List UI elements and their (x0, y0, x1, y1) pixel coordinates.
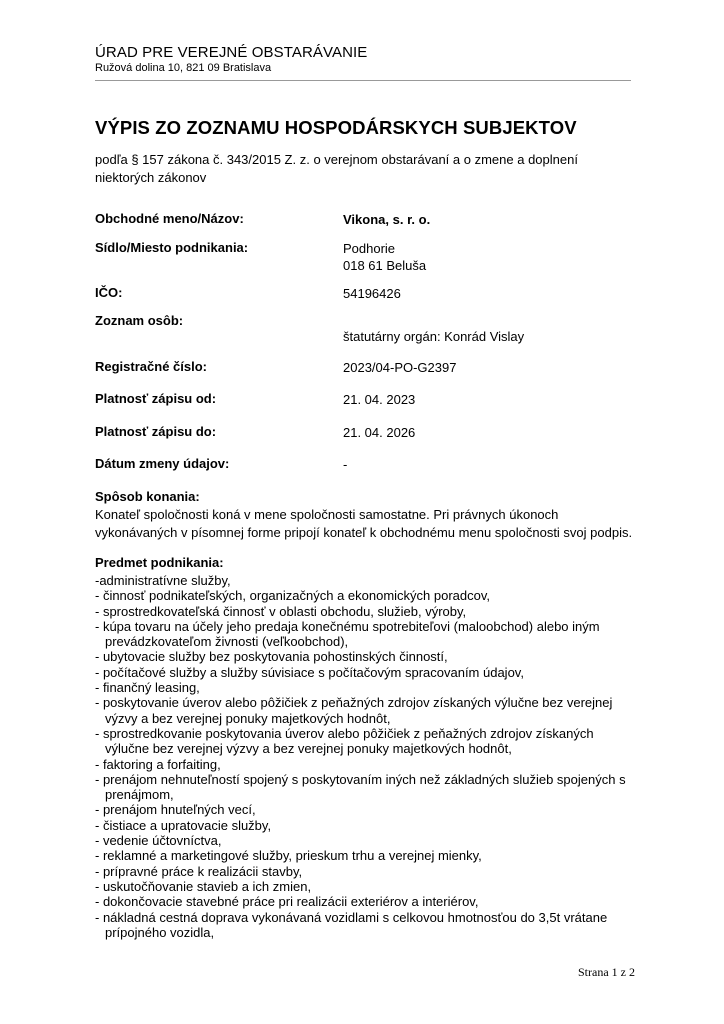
activities-list (95, 573, 640, 940)
valid-from-value: 21. 04. 2023 (343, 392, 416, 407)
list-item: - nákladná cestná doprava vykonávaná vozidlami s celkovou hmotnosťou do 3,5t vrátane prípojného vozidla, (95, 909, 608, 940)
seat-label: Sídlo/Miesto podnikania: (95, 240, 249, 255)
organization-name: ÚRAD PRE VEREJNÉ OBSTARÁVANIE (95, 44, 368, 61)
document-title: VÝPIS ZO ZOZNAMU HOSPODÁRSKYCH SUBJEKTOV (95, 117, 577, 138)
list-item: - sprostredkovanie poskytovania úverov alebo pôžičiek z peňažných zdrojov získaných výlučne bez verejnej výzvy a bez verejnej ponuky majetkových hodnôt, (95, 725, 594, 757)
list-item: - dokončovacie stavebné práce pri realizácii exteriérov a interiérov, (95, 894, 479, 910)
list-item: - kúpa tovaru na účely jeho predaja konečnému spotrebiteľovi (maloobchod) alebo iným prevádzkovateľom živnosti (veľkoobchod), (95, 618, 600, 650)
organization-address: Ružová dolina 10, 821 09 Bratislava (95, 62, 272, 74)
list-item: - reklamné a marketingové služby, prieskum trhu a verejnej mienky, (95, 848, 482, 864)
list-item: - vedenie účtovníctva, (95, 833, 222, 849)
valid-from-label: Platnosť zápisu od: (95, 391, 217, 406)
seat-line-2: 018 61 Beluša (343, 258, 427, 273)
list-item: -administratívne služby, (95, 573, 231, 588)
list-item: - prípravné práce k realizácii stavby, (95, 863, 303, 879)
acting-text: Konateľ spoločnosti koná v mene spoločnosti samostatne. Pri právnych úkonoch vykonávaných v písomnej forme pripojí konateľ k obchodnému menu spoločnosti svoj podpis. (95, 507, 633, 540)
business-name-label: Obchodné meno/Názov: (95, 211, 244, 226)
list-item: - činnosť podnikateľských, organizačných a ekonomických poradcov, (95, 588, 491, 604)
valid-to-label: Platnosť zápisu do: (95, 424, 217, 439)
list-item: - uskutočňovanie stavieb a ich zmien, (95, 878, 312, 894)
list-item: - sprostredkovateľská činnosť v oblasti obchodu, služieb, výroby, (95, 603, 467, 619)
business-name-value: Vikona, s. r. o. (343, 212, 431, 227)
list-item: - ubytovacie služby bez poskytovania pohostinských činností, (95, 649, 448, 665)
list-item: - prenájom nehnuteľností spojený s poskytovaním iných než základných služieb spojených s prenájmom, (95, 771, 626, 803)
registration-number-value: 2023/04-PO-G2397 (343, 360, 457, 375)
seat-value (343, 240, 426, 274)
document-subtitle: podľa § 157 zákona č. 343/2015 Z. z. o verejnom obstarávaní a o zmene a doplnení niektorých zákonov (95, 152, 578, 185)
page-number: Strana 1 z 2 (578, 965, 635, 979)
persons-value: štatutárny orgán: Konrád Vislay (343, 329, 525, 344)
acting-title: Spôsob konania: (95, 489, 200, 504)
persons-label: Zoznam osôb: (95, 313, 184, 328)
list-item: - finančný leasing, (95, 680, 200, 696)
valid-to-value: 21. 04. 2026 (343, 425, 416, 440)
activities-title: Predmet podnikania: (95, 555, 224, 570)
list-item: - počítačové služby a služby súvisiace s počítačovým spracovaním údajov, (95, 664, 524, 680)
change-date-value: - (343, 457, 348, 472)
registration-number-label: Registračné číslo: (95, 359, 207, 374)
ico-value: 54196426 (343, 286, 401, 301)
list-item: - poskytovanie úverov alebo pôžičiek z peňažných zdrojov získaných výlučne bez verejnej výzvy a bez verejnej ponuky majetkových hodnôt, (95, 695, 613, 726)
list-item: - faktoring a forfaiting, (95, 756, 221, 772)
list-item: - prenájom hnuteľných vecí, (95, 802, 256, 818)
change-date-label: Dátum zmeny údajov: (95, 456, 230, 471)
seat-line-1: Podhorie (343, 241, 396, 256)
list-item: - čistiace a upratovacie služby, (95, 817, 272, 833)
ico-label: IČO: (95, 285, 123, 300)
header-divider (95, 80, 631, 81)
